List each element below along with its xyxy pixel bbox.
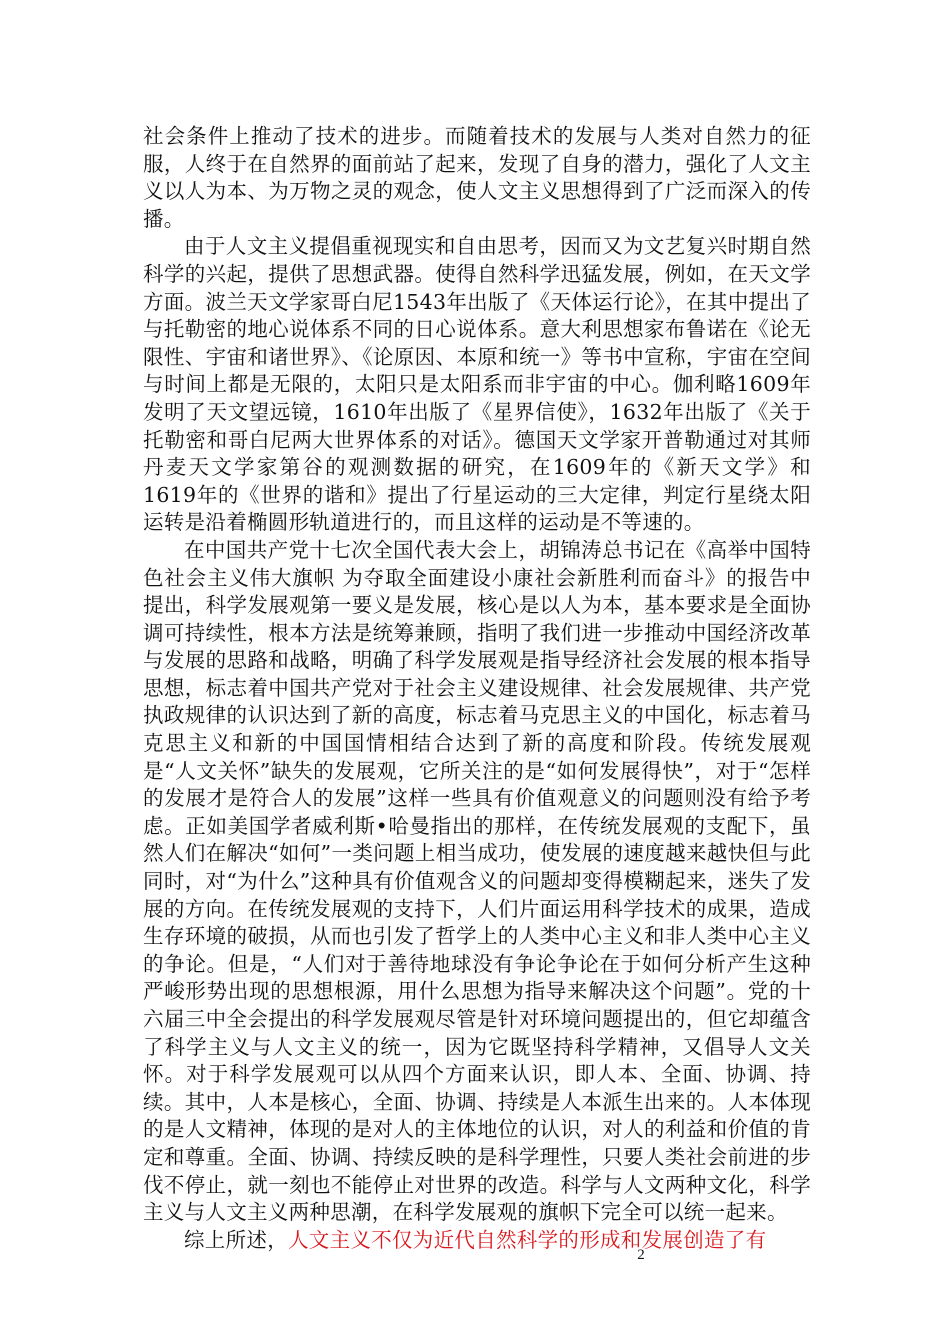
page-number: 2 — [637, 1247, 645, 1263]
conclusion-prefix: 综上所述， — [184, 1227, 288, 1252]
conclusion-highlighted-text: 人文主义不仅为近代自然科学的形成和发展创造了有 — [288, 1227, 767, 1252]
paragraph-science-history: 由于人文主义提倡重视现实和自由思考，因而又为文艺复兴时期自然科学的兴起，提供了思想武器。使得自然科学迅猛发展，例如，在天文学方面。波兰天文学家哥白尼1543年出版了《天体运行论》，在其中提出了与托勒密的地心说体系不同的日心说体系。意大利思想家布鲁诺在《论无限性、宇宙和诸世界》、《论原因、本原和统一》等书中宣称，宇宙在空间与时间上都是无限的，太阳只是太阳系而非宇宙的中心。伽利略1609年发明了天文望远镜，1610年出版了《星界信使》，1632年出版了《关于托勒密和哥白尼两大世界体系的对话》。德国天文学家开普勒通过对其师丹麦天文学家第谷的观测数据的研究，在1609年的《新天文学》和1619年的《世界的谐和》提出了行星运动的三大定律，判定行星绕太阳运转是沿着椭圆形轨道进行的，而且这样的运动是不等速的。 — [143, 234, 811, 535]
paragraph-scientific-development: 在中国共产党十七次全国代表大会上，胡锦涛总书记在《高举中国特色社会主义伟大旗帜 为夺取全面建设小康社会新胜利而奋斗》的报告中提出，科学发展观第一要义是发展，核心是以人为本，基本要求是全面协调可持续性，根本方法是统筹兼顾，指明了我们进一步推动中国经济改革与发展的思路和战略，明确了科学发展观是指导经济社会发展的根本指导思想，标志着中国共产党对于社会主义建设规律、社会发展规律、共产党执政规律的认识达到了新的高度，标志着马克思主义的中国化，标志着马克思主义和新的中国国情相结合达到了新的高度和阶段。传统发展观是“人文关怀”缺失的发展观，它所关注的是“如何发展得快”，对于“怎样的发展才是符合人的发展”这样一些具有价值观意义的问题则没有给予考虑。正如美国学者威利斯•哈曼指出的那样，在传统发展观的支配下，虽然人们在解决“如何”一类问题上相当成功，使发展的速度越来越快但与此同时，对“为什么”这种具有价值观含义的问题却变得模糊起来，迷失了发展的方向。在传统发展观的支持下，人们片面运用科学技术的成果，造成生存环境的破损，从而也引发了哲学上的人类中心主义和非人类中心主义的争论。但是，“人们对于善待地球没有争论争论在于如何分析产生这种严峻形势出现的思想根源，用什么思想为指导来解决这个问题”。党的十六届三中全会提出的科学发展观尽管是针对环境问题提出的，但它却蕴含了科学主义与人文主义的统一，因为它既坚持科学精神，又倡导人文关怀。对于科学发展观可以从四个方面来认识，即人本、全面、协调、持续。其中，人本是核心，全面、协调、持续是人本派生出来的。人本体现的是人文精神，体现的是对人的主体地位的认识，对人的利益和价值的肯定和尊重。全面、协调、持续反映的是科学理性，只要人类社会前进的步伐不停止，就一刻也不能停止对世界的改造。科学与人文两种文化，科学主义与人文主义两种思潮，在科学发展观的旗帜下完全可以统一起来。 — [143, 537, 811, 1225]
paragraph-continuation: 社会条件上推动了技术的进步。而随着技术的发展与人类对自然力的征服，人终于在自然界的面前站了起来，发现了自身的潜力，强化了人文主义以人为本、为万物之灵的观念，使人文主义思想得到了广泛而深入的传播。 — [143, 124, 811, 231]
document-body — [143, 123, 811, 1254]
